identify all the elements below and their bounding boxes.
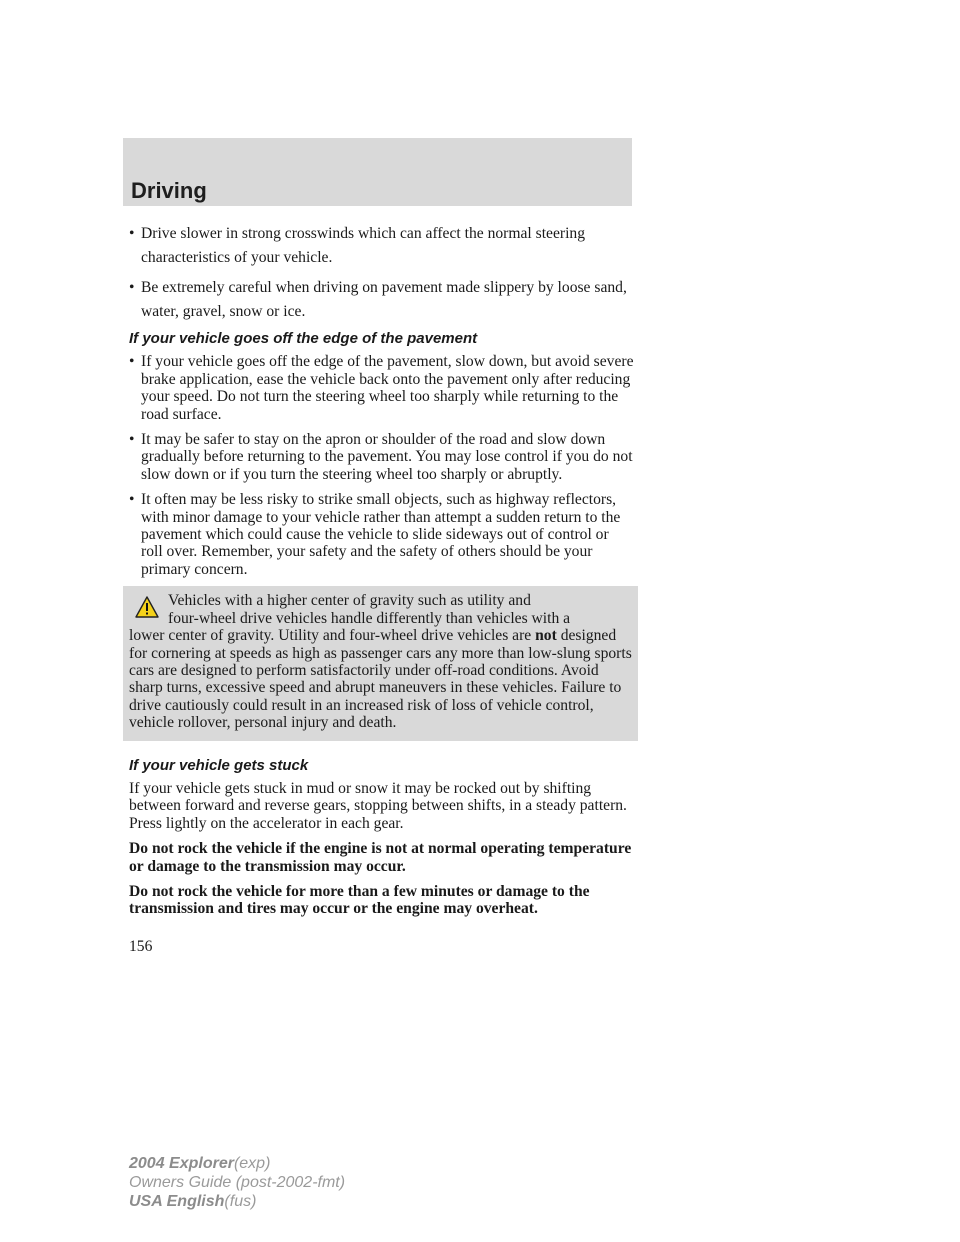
warning-text: lower center of gravity. Utility and four-wheel drive vehicles are [129,627,536,645]
warning-line: four-wheel drive vehicles handle differently than vehicles with a [168,609,571,627]
bullet-dot-icon: • [129,491,135,509]
bullet-item [129,491,634,578]
bullet-item [129,353,634,423]
warning-line: Vehicles with a higher center of gravity such as utility and [168,592,531,610]
warning-emphasis: not [535,627,557,645]
paragraph: If your vehicle gets stuck in mud or snow it may be rocked out by shifting between forward and reverse gears, stopping between shifts, in a steady pattern. Press lightly on the accelerator in each gear. [129,779,627,832]
bullet-item [129,431,634,483]
bullet-dot-icon: • [129,353,135,371]
warning-triangle-icon [135,596,159,618]
bullet-dot-icon: • [129,279,135,296]
warning-first-lines [129,592,632,627]
warning-body [129,627,632,731]
footer-line [129,1154,345,1173]
footer-model: 2004 Explorer [129,1155,234,1172]
footer-line: Owners Guide (post-2002-fmt) [129,1174,346,1191]
bullet-text: It often may be less risky to strike small objects, such as highway reflectors, with minor damage to your vehicle rather than attempt a sudden return to the pavement which could cause the vehicle to slide sideways out of control or roll over. Remember, your safety and the safety of others should be your primary concern. [141,491,621,578]
bold-paragraph: Do not rock the vehicle if the engine is not at normal operating temperature or damage to the transmission may occur. [129,840,632,875]
footer-language: USA English [129,1193,225,1210]
bullet-text: Drive slower in strong crosswinds which can affect the normal steering characteristics of your vehicle. [141,225,586,266]
document-footer [129,1154,345,1211]
page-number: 156 [129,938,153,955]
bold-paragraph: Do not rock the vehicle for more than a few minutes or damage to the transmission and tires may occur or the engine may overheat. [129,882,590,918]
bullet-dot-icon: • [129,225,135,242]
subheading-off-edge: If your vehicle goes off the edge of the pavement [129,330,478,347]
bullet-text: Be extremely careful when driving on pavement made slippery by loose sand, water, gravel, snow or ice. [141,279,627,320]
footer-code: (exp) [233,1155,271,1172]
bullet-text: If your vehicle goes off the edge of the pavement, slow down, but avoid severe brake application, ease the vehicle back onto the pavement only after reducing your speed. Do not turn the steering wheel too sharply while returning to the road surface. [141,353,634,423]
footer-line [129,1192,345,1211]
footer-code: (fus) [224,1193,257,1210]
bullet-dot-icon: • [129,431,135,449]
section-title: Driving [131,178,207,203]
warning-box [123,586,638,740]
subheading-stuck: If your vehicle gets stuck [129,756,309,774]
page-content [129,222,634,926]
bullet-item [129,222,634,270]
bullet-text: It may be safer to stay on the apron or shoulder of the road and slow down gradually before returning to the pavement. You may lose control if you do not slow down or if you turn the steering wheel too sharply or abruptly. [141,431,633,483]
warning-text: designed for cornering at speeds as high as passenger cars any more than low-slung sports cars are designed to perform satisfactorily under off-road conditions. Avoid sharp turns, excessive speed and abrupt maneuvers in these vehicles. Failure to drive cautiously could result in an increased risk of loss of vehicle control, vehicle rollover, personal injury and death. [129,627,632,732]
bullet-item [129,276,634,324]
